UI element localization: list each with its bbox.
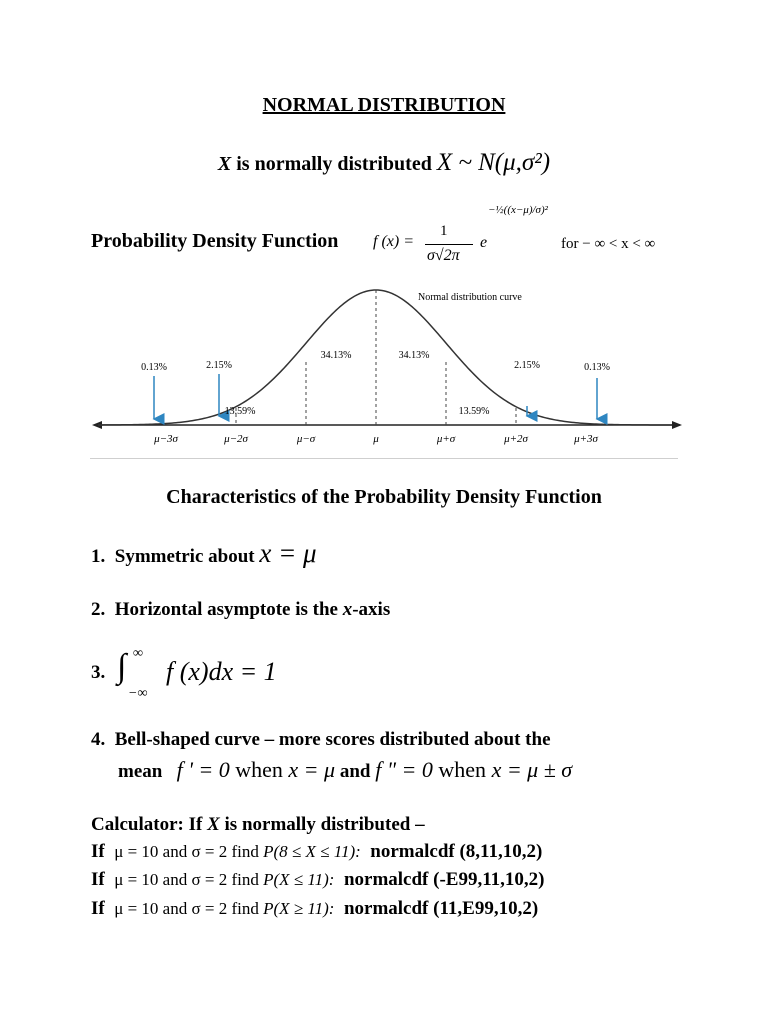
bell-curve — [98, 290, 672, 425]
first-derivative: f ' = 0 — [176, 757, 230, 782]
calculator-heading-pre: Calculator: If — [91, 814, 208, 835]
area-left-outer: 0.13% — [141, 362, 167, 373]
characteristic-4-line2 — [118, 757, 572, 783]
probability-expression: P(8 ≤ X ≤ 11): — [263, 842, 361, 861]
when-text: when — [229, 757, 289, 782]
pdf-lhs: f (x) = — [373, 233, 414, 250]
probability-expression: P(X ≥ 11): — [263, 899, 335, 918]
if-label: If — [91, 841, 105, 862]
distribution-text: is normally distributed — [231, 153, 437, 175]
tick-label: μ+2σ — [504, 433, 528, 445]
area-left-mid: 13.59% — [224, 406, 256, 417]
tick-label: μ−3σ — [154, 433, 178, 445]
section-divider — [90, 458, 678, 459]
tick-label: μ−σ — [296, 433, 316, 445]
x-axis-right-arrow-icon — [672, 421, 682, 429]
item-text-end: -axis — [352, 599, 391, 620]
second-derivative: f " = 0 — [375, 757, 433, 782]
probability-expression: P(X ≤ 11): — [263, 870, 335, 889]
integral-upper-limit: ∞ — [133, 646, 143, 661]
curve-caption: Normal distribution curve — [418, 292, 522, 303]
parameters: μ = 10 and σ = 2 find — [114, 842, 264, 861]
area-right-center: 34.13% — [398, 350, 430, 361]
pdf-numerator: 1 — [440, 223, 448, 239]
parameters: μ = 10 and σ = 2 find — [114, 899, 264, 918]
pdf-denominator: σ√2π — [427, 247, 460, 264]
item-text: Horizontal asymptote is the — [114, 599, 343, 620]
characteristic-3-number: 3. — [91, 662, 106, 683]
tick-label: μ — [373, 433, 379, 445]
random-variable: X — [217, 153, 232, 175]
pdf-domain: for − ∞ < x < ∞ — [561, 236, 656, 252]
integral-lower-limit: −∞ — [128, 686, 148, 701]
area-right-outer: 0.13% — [584, 362, 610, 373]
second-derivative-at: x = μ ± σ — [491, 757, 573, 782]
item-var: x — [342, 599, 353, 620]
characteristics-title: Characteristics of the Probability Density Function — [166, 486, 602, 508]
tick-label: μ−2σ — [224, 433, 248, 445]
item-number: 4. — [91, 729, 106, 750]
item-number: 2. — [91, 599, 106, 620]
tick-label: μ+3σ — [574, 433, 598, 445]
characteristic-4 — [91, 729, 551, 751]
if-label: If — [91, 898, 105, 919]
calculator-heading — [91, 814, 425, 836]
pdf-exponent: −½((x−μ)/σ)² — [488, 204, 548, 216]
distribution-statement — [0, 149, 768, 177]
calculator-command: normalcdf (-E99,11,10,2) — [343, 869, 545, 890]
area-left-tail: 2.15% — [206, 360, 232, 371]
area-left-center: 34.13% — [320, 350, 352, 361]
integral-sign-icon: ∫ — [117, 648, 127, 685]
page-title: NORMAL DISTRIBUTION — [262, 94, 506, 116]
area-right-mid: 13.59% — [458, 406, 490, 417]
tick-label: μ+σ — [436, 433, 456, 445]
item-text: Bell-shaped curve – more scores distributed about the — [114, 729, 551, 750]
first-derivative-at: x = μ — [288, 757, 336, 782]
item-number: 1. — [91, 546, 106, 567]
parameters: μ = 10 and σ = 2 find — [114, 870, 264, 889]
item-text: Symmetric about — [114, 546, 255, 567]
calculator-heading-post: is normally distributed – — [219, 814, 425, 835]
pdf-base: e — [480, 234, 488, 251]
calculator-row — [91, 841, 542, 863]
characteristic-2 — [91, 599, 390, 621]
integral-body: f (x)dx = 1 — [166, 657, 277, 686]
pdf-label: Probability Density Function — [91, 230, 339, 252]
calculator-command: normalcdf (11,E99,10,2) — [343, 898, 539, 919]
when-text: when — [432, 757, 492, 782]
calculator-heading-var: X — [207, 814, 220, 835]
calculator-row — [91, 869, 545, 891]
normal-curve-figure — [88, 282, 684, 452]
and-text: and — [339, 761, 371, 782]
calculator-command: normalcdf (8,11,10,2) — [370, 841, 543, 862]
area-right-tail: 2.15% — [514, 360, 540, 371]
item-math: x = μ — [259, 538, 317, 568]
if-label: If — [91, 869, 105, 890]
mean-label: mean — [118, 761, 163, 782]
distribution-notation: X ~ N(μ,σ²) — [436, 149, 551, 176]
fraction-bar — [425, 244, 473, 245]
calculator-row — [91, 898, 538, 920]
characteristic-1 — [91, 538, 317, 569]
